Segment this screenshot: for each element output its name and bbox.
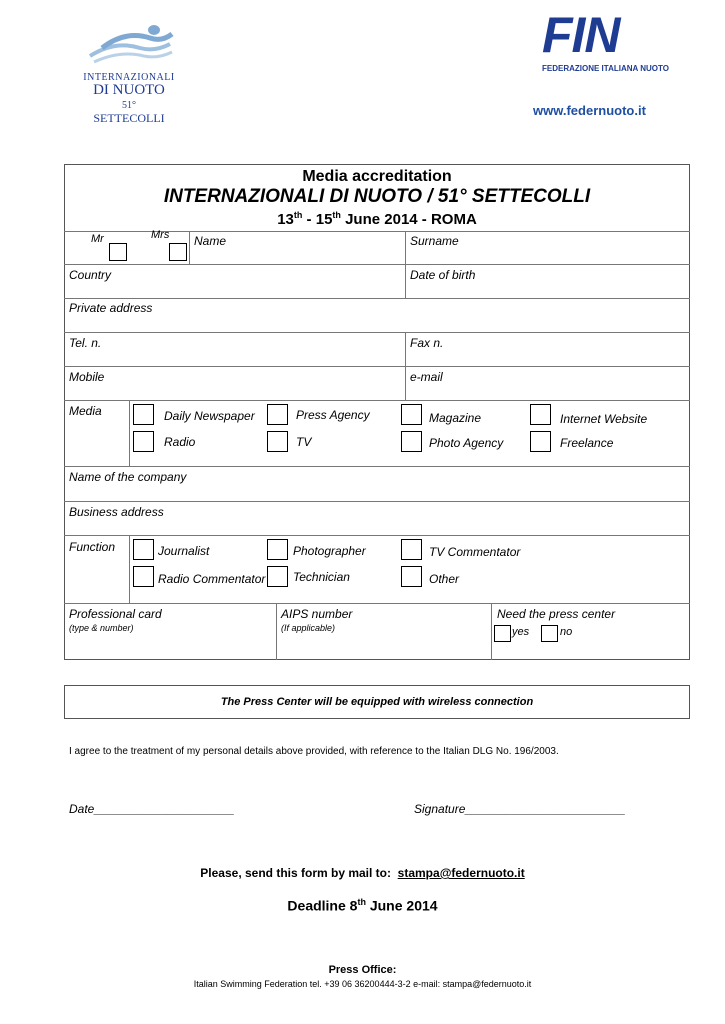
media-label: Media [69, 404, 102, 418]
press-center-yes-checkbox[interactable] [494, 625, 511, 642]
column-divider [405, 332, 406, 400]
fin-logo [540, 7, 670, 80]
media-option-label: Internet Website [560, 412, 648, 426]
media-option-label: Freelance [560, 436, 614, 450]
function-option-label: Journalist [158, 544, 210, 558]
deadline-pre: Deadline 8 [287, 897, 358, 914]
logo-line-2: DI NUOTO [93, 82, 165, 98]
media-tv-checkbox[interactable] [267, 431, 288, 452]
company-label: Name of the company [69, 470, 187, 484]
form-title: INTERNAZIONALI DI NUOTO / 51° SETTECOLLI [163, 186, 591, 207]
function-option-label: Other [429, 572, 460, 586]
row-divider [64, 501, 690, 502]
media-option-label: Daily Newspaper [164, 409, 255, 423]
name-label: Name [194, 234, 227, 248]
date-start-suffix: th [293, 210, 303, 220]
media-internet-website-checkbox[interactable] [530, 404, 551, 425]
mr-label: Mr [91, 233, 104, 245]
aips-note: (If applicable) [281, 623, 336, 633]
professional-card-label: Professional card [69, 607, 162, 621]
media-magazine-checkbox[interactable] [401, 404, 422, 425]
logo-line-3: 51° [122, 100, 136, 111]
aips-label: AIPS number [281, 607, 353, 621]
function-option-label: Technician [293, 570, 350, 584]
press-office-title: Press Office: [328, 964, 397, 976]
function-photographer-checkbox[interactable] [267, 539, 288, 560]
row-divider [64, 466, 690, 467]
date-end-suffix: th [332, 210, 341, 220]
date-of-birth-label: Date of birth [410, 268, 476, 282]
settecolli-logo [80, 18, 178, 128]
professional-card-note: (type & number) [69, 623, 134, 633]
fin-logo-subtitle: FEDERAZIONE ITALIANA NUOTO [542, 64, 669, 73]
function-radio-commentator-checkbox[interactable] [133, 566, 154, 587]
email-label: e-mail [410, 370, 443, 384]
mrs-label: Mrs [151, 229, 170, 241]
event-dates [64, 210, 690, 228]
mrs-checkbox[interactable] [169, 243, 187, 261]
wireless-notice: The Press Center will be equipped with wireless connection [220, 696, 534, 708]
function-label: Function [69, 540, 116, 554]
mr-checkbox[interactable] [109, 243, 127, 261]
date-rest: June 2014 - ROMA [340, 211, 477, 228]
logo-line-4: SETTECOLLI [93, 111, 165, 125]
row-divider [64, 264, 690, 265]
column-divider [129, 535, 130, 603]
deadline-post: June 2014 [365, 897, 438, 914]
column-divider [491, 603, 492, 660]
press-office-contact: Italian Swimming Federation tel. +39 06 36200444-3-2 e-mail: stampa@federnuoto.it [193, 979, 532, 989]
row-divider [64, 332, 690, 333]
function-option-label: Photographer [293, 544, 366, 558]
press-center-no-checkbox[interactable] [541, 625, 558, 642]
tel-label: Tel. n. [69, 336, 102, 350]
function-journalist-checkbox[interactable] [133, 539, 154, 560]
function-other-checkbox[interactable] [401, 566, 422, 587]
send-email-link[interactable]: stampa@federnuoto.it [397, 866, 525, 880]
date-signature-line[interactable]: Date_____________________ [69, 802, 235, 816]
date-end: 15 [315, 211, 333, 228]
name-field[interactable] [190, 248, 404, 263]
website-link[interactable]: www.federnuoto.it [533, 103, 646, 118]
function-option-label: Radio Commentator [158, 572, 266, 586]
media-option-label: Press Agency [296, 408, 370, 422]
row-divider [64, 400, 690, 401]
swimmer-waves-icon [80, 18, 178, 70]
signature-line[interactable]: Signature________________________ [414, 802, 626, 816]
media-press-agency-checkbox[interactable] [267, 404, 288, 425]
fin-logo-mark: FIN [542, 7, 620, 63]
private-address-label: Private address [69, 301, 153, 315]
row-divider [64, 298, 690, 299]
business-address-label: Business address [69, 505, 164, 519]
surname-field[interactable] [406, 248, 689, 263]
row-divider [64, 603, 690, 604]
row-divider [64, 366, 690, 367]
media-radio-checkbox[interactable] [133, 431, 154, 452]
date-start: 13 [277, 211, 294, 228]
media-freelance-checkbox[interactable] [530, 431, 551, 452]
media-option-label: Magazine [429, 411, 482, 425]
media-option-label: Photo Agency [429, 436, 504, 450]
column-divider [276, 603, 277, 660]
surname-label: Surname [410, 234, 459, 248]
send-instructions [0, 866, 725, 880]
no-label: no [560, 626, 573, 638]
row-divider [64, 535, 690, 536]
send-text: Please, send this form by mail to: [200, 866, 391, 880]
media-daily-newspaper-checkbox[interactable] [133, 404, 154, 425]
function-option-label: TV Commentator [429, 545, 521, 559]
deadline [0, 897, 725, 914]
deadline-suffix: th [357, 897, 366, 907]
country-label: Country [69, 268, 112, 282]
mobile-label: Mobile [69, 370, 105, 384]
yes-label: yes [512, 626, 530, 638]
function-tv-commentator-checkbox[interactable] [401, 539, 422, 560]
press-center-label: Need the press center [497, 607, 616, 621]
column-divider [129, 400, 130, 466]
date-sep: - [302, 211, 316, 228]
logo-line-1: INTERNAZIONALI [83, 72, 175, 83]
media-option-label: TV [296, 435, 312, 449]
media-photo-agency-checkbox[interactable] [401, 431, 422, 452]
media-option-label: Radio [164, 435, 196, 449]
form-heading: Media accreditation [302, 168, 452, 185]
fax-label: Fax n. [410, 336, 444, 350]
consent-text: I agree to the treatment of my personal details above provided, with reference to the Italian DLG No. 196/2003. [69, 746, 559, 757]
column-divider [405, 231, 406, 298]
function-technician-checkbox[interactable] [267, 566, 288, 587]
